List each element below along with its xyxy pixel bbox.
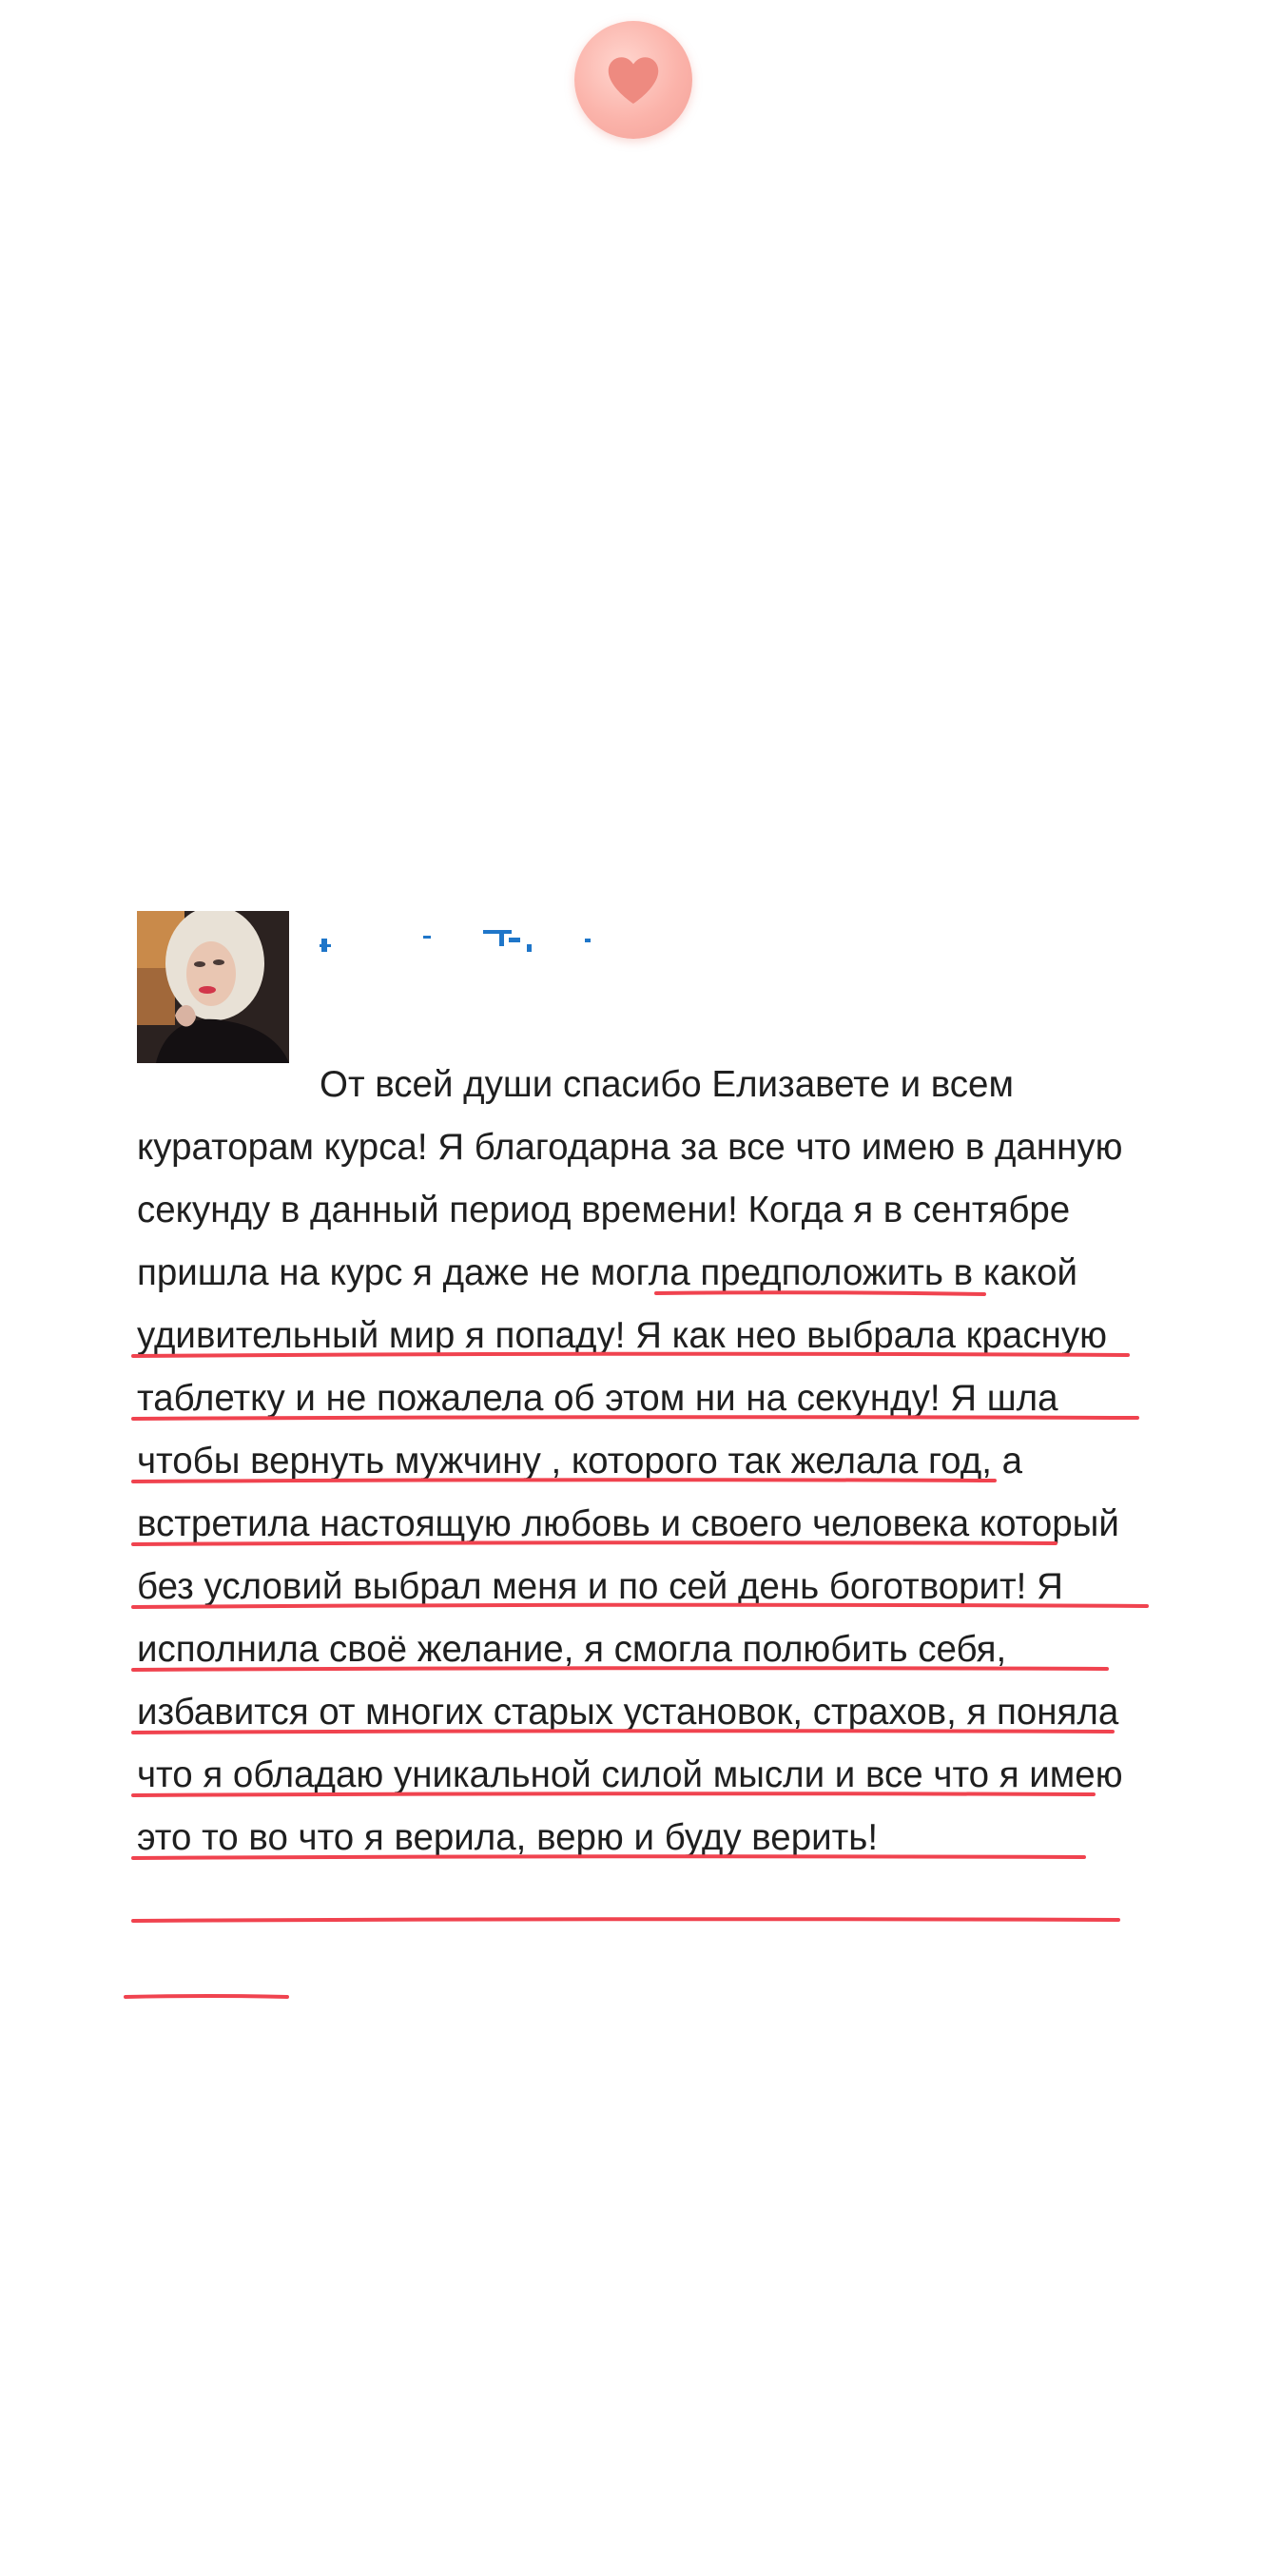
author-name-redacted xyxy=(314,927,656,956)
user-photo xyxy=(137,911,289,1063)
like-button[interactable] xyxy=(574,21,692,139)
review-text: От всей души спасибо Елизавете и всем кураторам курса! Я благодарна за все что имею в данную секунду в данный период времени! Когда я в сентябре пришла на курс я даже не могла предположить в какой удивительный мир я попаду! Я как нео выбрала красную таблетку и не пожалела об этом ни на секунду! Я шла чтобы вернуть мужчину , которого так желала год, а встретила настоящую любовь и своего человека который без условий выбрал меня и по сей день боготворит! Я исполнила своё желание, я смогла полюбить себя, избавится от многих старых установок, страхов, я поняла что я обладаю уникальной силой мысли и все что я имею это то во что я верила, верю и буду верить! xyxy=(137,1064,1123,1858)
heart-icon xyxy=(605,53,662,107)
avatar[interactable] xyxy=(137,911,289,1063)
